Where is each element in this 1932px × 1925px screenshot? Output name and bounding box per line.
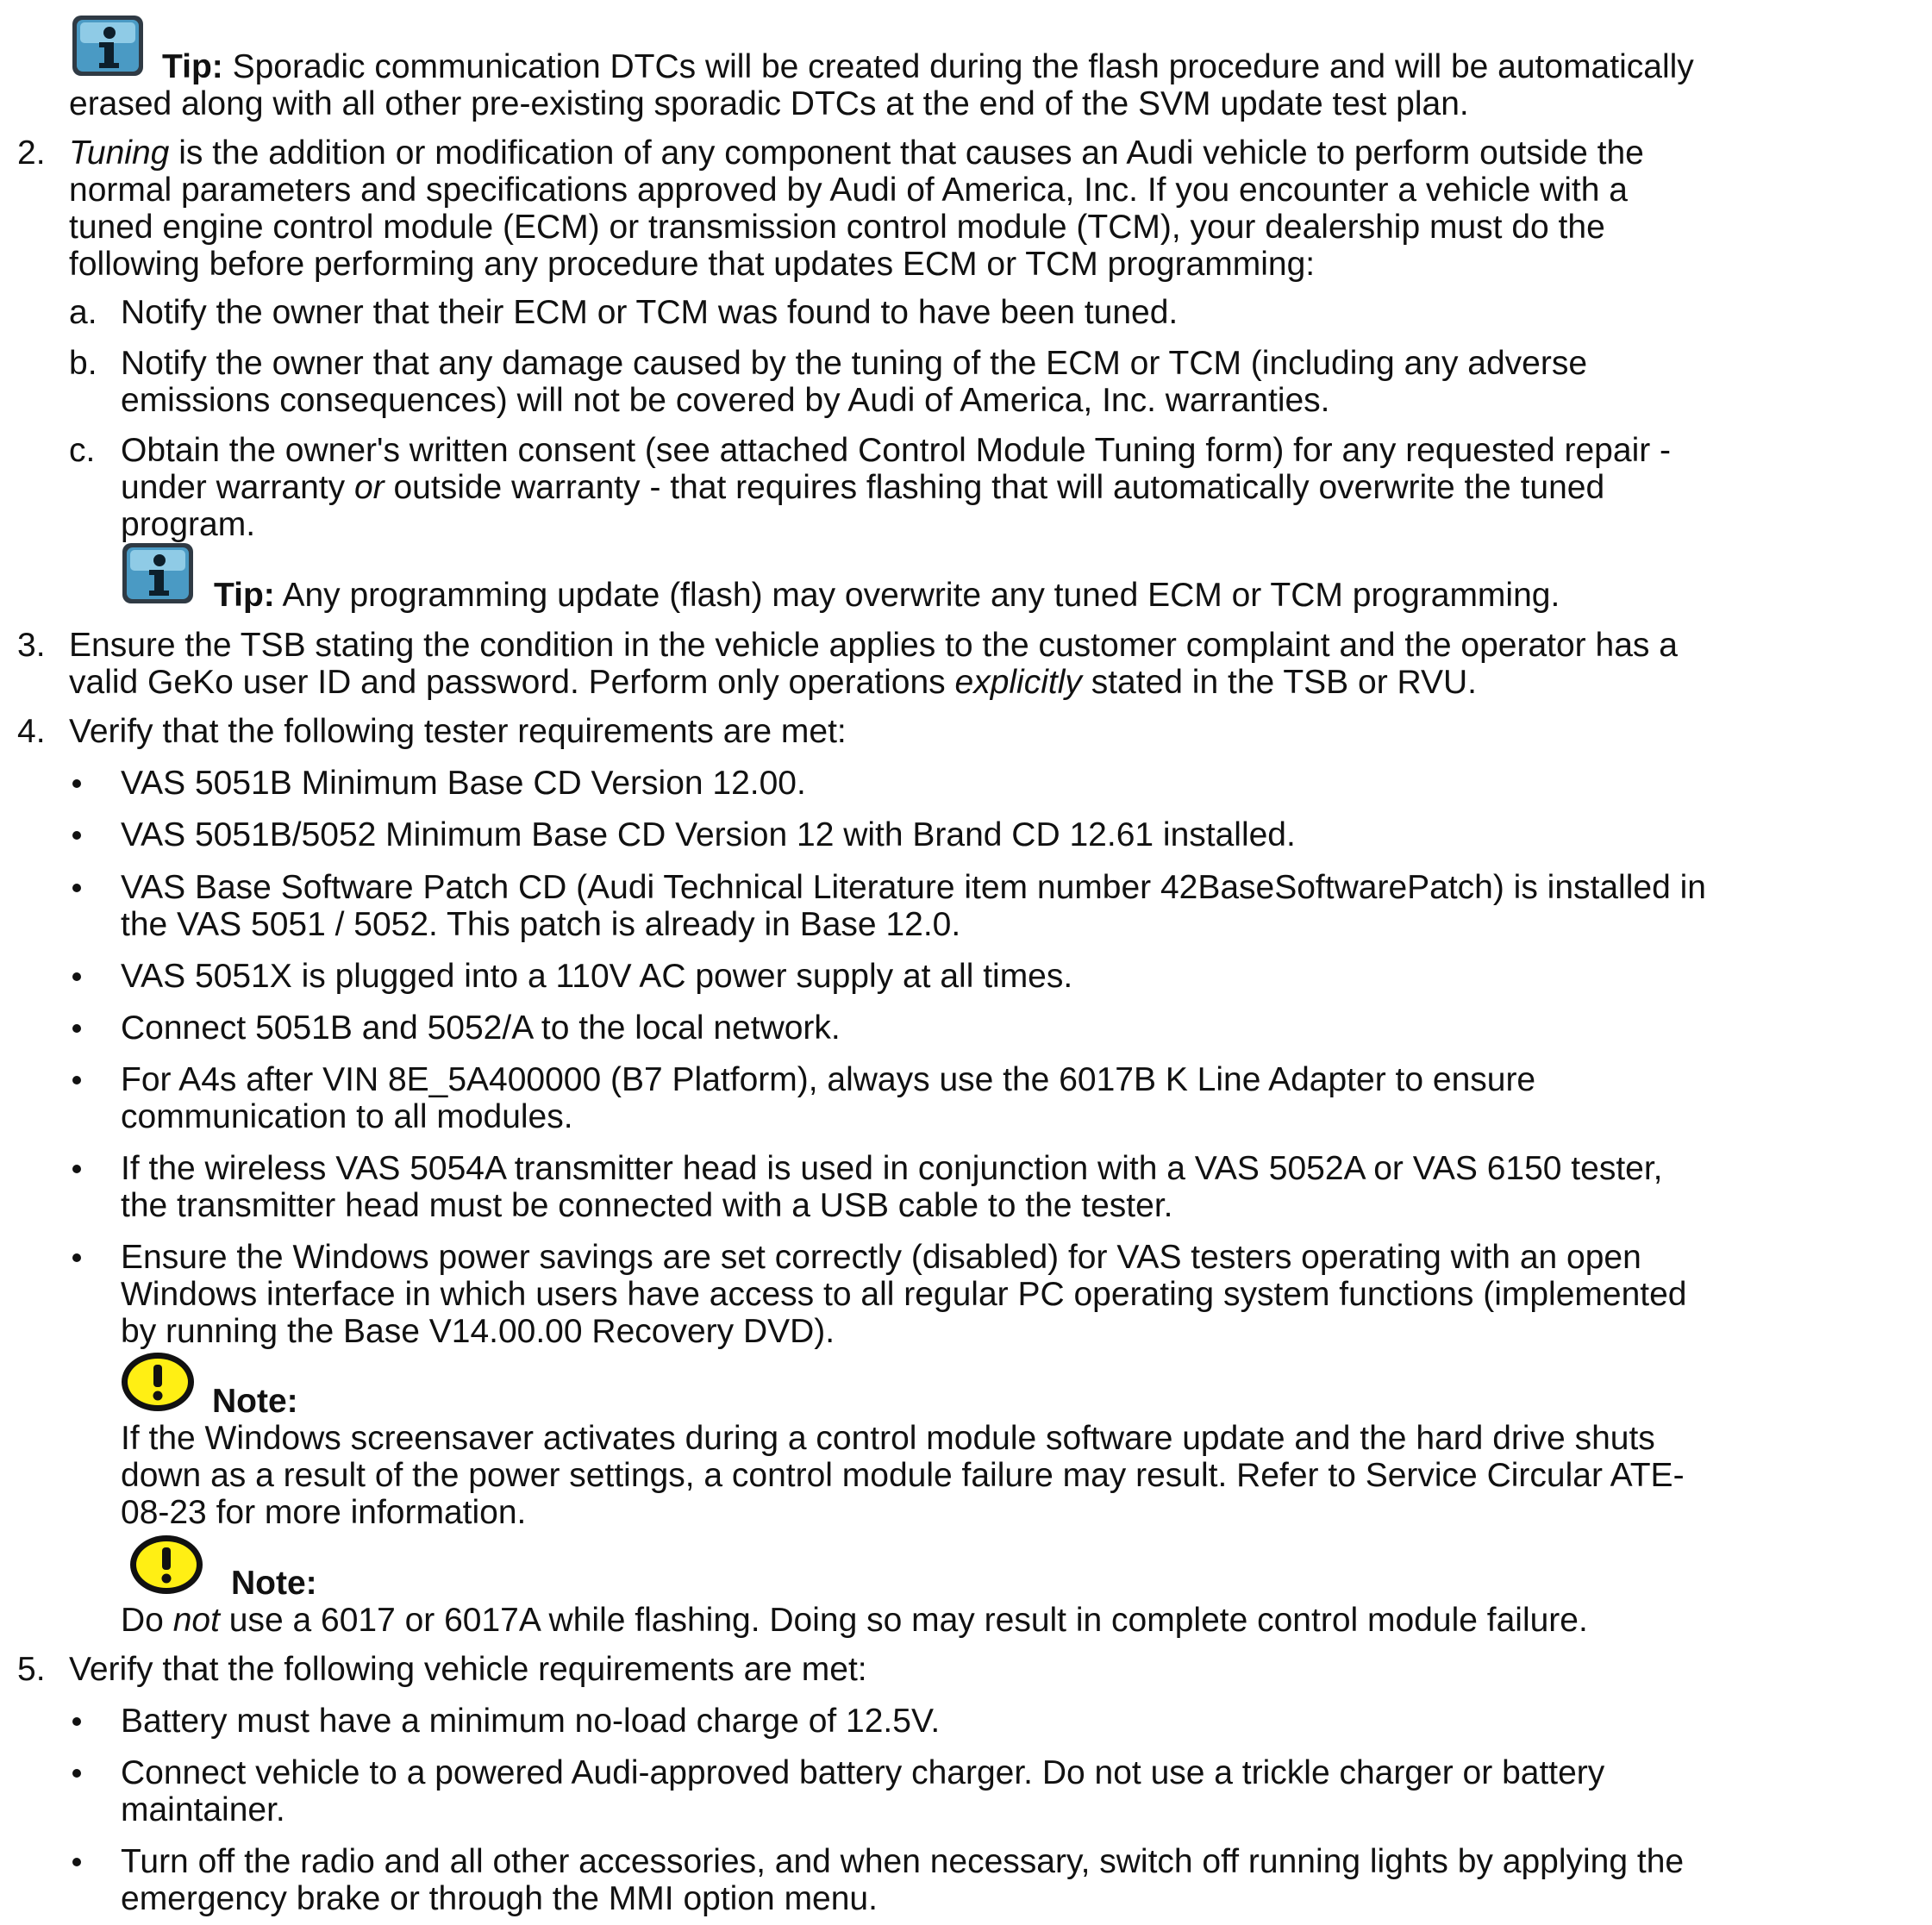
- bullet-text: VAS 5051B/5052 Minimum Base CD Version 12 with Brand CD 12.61 installed.: [121, 816, 1296, 853]
- tip-line: Tip: Any programming update (flash) may overwrite any tuned ECM or TCM programming.: [214, 577, 1560, 614]
- warning-note-icon: [128, 1533, 205, 1601]
- paragraph-line: Verify that the following vehicle requirements are met:: [69, 1651, 867, 1688]
- list-letter: c.: [69, 432, 96, 469]
- paragraph-line: Obtain the owner's written consent (see attached Control Module Tuning form) for any requested repair -: [121, 432, 1672, 469]
- list-number: 5.: [17, 1651, 46, 1688]
- bullet: [72, 1858, 81, 1866]
- bullet-text: maintainer.: [121, 1791, 285, 1828]
- tip-line: erased along with all other pre-existing sporadic DTCs at the end of the SVM update test plan.: [69, 85, 1469, 122]
- bullet-text: VAS 5051B Minimum Base CD Version 12.00.: [121, 765, 806, 802]
- tip-line: Tip: Sporadic communication DTCs will be created during the flash procedure and will be automatically: [162, 48, 1694, 85]
- bullet-text: For A4s after VIN 8E_5A400000 (B7 Platform), always use the 6017B K Line Adapter to ensure: [121, 1061, 1536, 1098]
- paragraph-line: Ensure the TSB stating the condition in the vehicle applies to the customer complaint and the operator has a: [69, 627, 1678, 664]
- list-number: 4.: [17, 713, 46, 750]
- paragraph-line: tuned engine control module (ECM) or transmission control module (TCM), your dealership must do the: [69, 209, 1605, 246]
- paragraph-line: Verify that the following tester requirements are met:: [69, 713, 847, 750]
- bullet-text: Windows interface in which users have access to all regular PC operating system functions (implemented: [121, 1276, 1687, 1313]
- note-label: Note:: [212, 1383, 298, 1420]
- bullet-text: Turn off the radio and all other accessories, and when necessary, switch off running lights by applying the: [121, 1843, 1685, 1880]
- paragraph-line: emissions consequences) will not be covered by Audi of America, Inc. warranties.: [121, 382, 1330, 419]
- bullet: [72, 1717, 81, 1726]
- paragraph-line: program.: [121, 506, 256, 543]
- bullet: [72, 972, 81, 981]
- paragraph-line: following before performing any procedure that updates ECM or TCM programming:: [69, 246, 1316, 283]
- info-tip-icon: [121, 541, 195, 609]
- bullet: [72, 1165, 81, 1173]
- bullet-text: by running the Base V14.00.00 Recovery DVD).: [121, 1313, 835, 1350]
- list-number: 3.: [17, 627, 46, 664]
- bullet-text: Ensure the Windows power savings are set correctly (disabled) for VAS testers operating with an open: [121, 1239, 1641, 1276]
- warning-note-icon: [119, 1350, 197, 1418]
- bullet: [72, 831, 81, 840]
- bullet-text: Connect 5051B and 5052/A to the local network.: [121, 1009, 841, 1047]
- bullet-text: If the wireless VAS 5054A transmitter head is used in conjunction with a VAS 5052A or VAS 6150 tester,: [121, 1150, 1663, 1187]
- info-tip-icon: [71, 14, 145, 82]
- bullet: [72, 884, 81, 892]
- bullet: [72, 1076, 81, 1084]
- bullet-text: VAS 5051X is plugged into a 110V AC power supply at all times.: [121, 958, 1073, 995]
- tip-label: Tip:: [214, 577, 275, 614]
- list-letter: b.: [69, 345, 97, 382]
- bullet: [72, 1253, 81, 1262]
- list-number: 2.: [17, 134, 46, 172]
- bullet-text: Connect vehicle to a powered Audi-approved battery charger. Do not use a trickle charger or battery: [121, 1754, 1605, 1791]
- bullet: [72, 779, 81, 788]
- paragraph-line: Notify the owner that their ECM or TCM was found to have been tuned.: [121, 294, 1179, 331]
- bullet-text: communication to all modules.: [121, 1098, 573, 1135]
- note-text: If the Windows screensaver activates during a control module software update and the hard drive shuts: [121, 1420, 1655, 1457]
- paragraph-line: normal parameters and specifications approved by Audi of America, Inc. If you encounter a vehicle with a: [69, 172, 1628, 209]
- paragraph-line: valid GeKo user ID and password. Perform only operations explicitly stated in the TSB or RVU.: [69, 664, 1478, 701]
- bullet-text: the transmitter head must be connected with a USB cable to the tester.: [121, 1187, 1173, 1224]
- note-text: down as a result of the power settings, a control module failure may result. Refer to Service Circular ATE-: [121, 1457, 1685, 1494]
- bullet-text: the VAS 5051 / 5052. This patch is already in Base 12.0.: [121, 906, 961, 943]
- bullet-text: emergency brake or through the MMI option menu.: [121, 1880, 878, 1917]
- bullet-text: Battery must have a minimum no-load charge of 12.5V.: [121, 1703, 941, 1740]
- bullet-text: VAS Base Software Patch CD (Audi Technical Literature item number 42BaseSoftwarePatch) is installed in: [121, 869, 1706, 906]
- paragraph-line: under warranty or outside warranty - that requires flashing that will automatically overwrite the tuned: [121, 469, 1605, 506]
- emphasis-term: Tuning: [69, 134, 170, 172]
- bullet: [72, 1024, 81, 1033]
- bullet: [72, 1769, 81, 1778]
- note-text: 08-23 for more information.: [121, 1494, 527, 1531]
- note-text: Do not use a 6017 or 6017A while flashing. Doing so may result in complete control module failure.: [121, 1602, 1588, 1639]
- paragraph-line: Notify the owner that any damage caused by the tuning of the ECM or TCM (including any adverse: [121, 345, 1588, 382]
- list-letter: a.: [69, 294, 97, 331]
- note-label: Note:: [231, 1565, 317, 1602]
- paragraph-line: Tuning is the addition or modification of any component that causes an Audi vehicle to perform outside the: [69, 134, 1644, 172]
- tip-label: Tip:: [162, 48, 223, 85]
